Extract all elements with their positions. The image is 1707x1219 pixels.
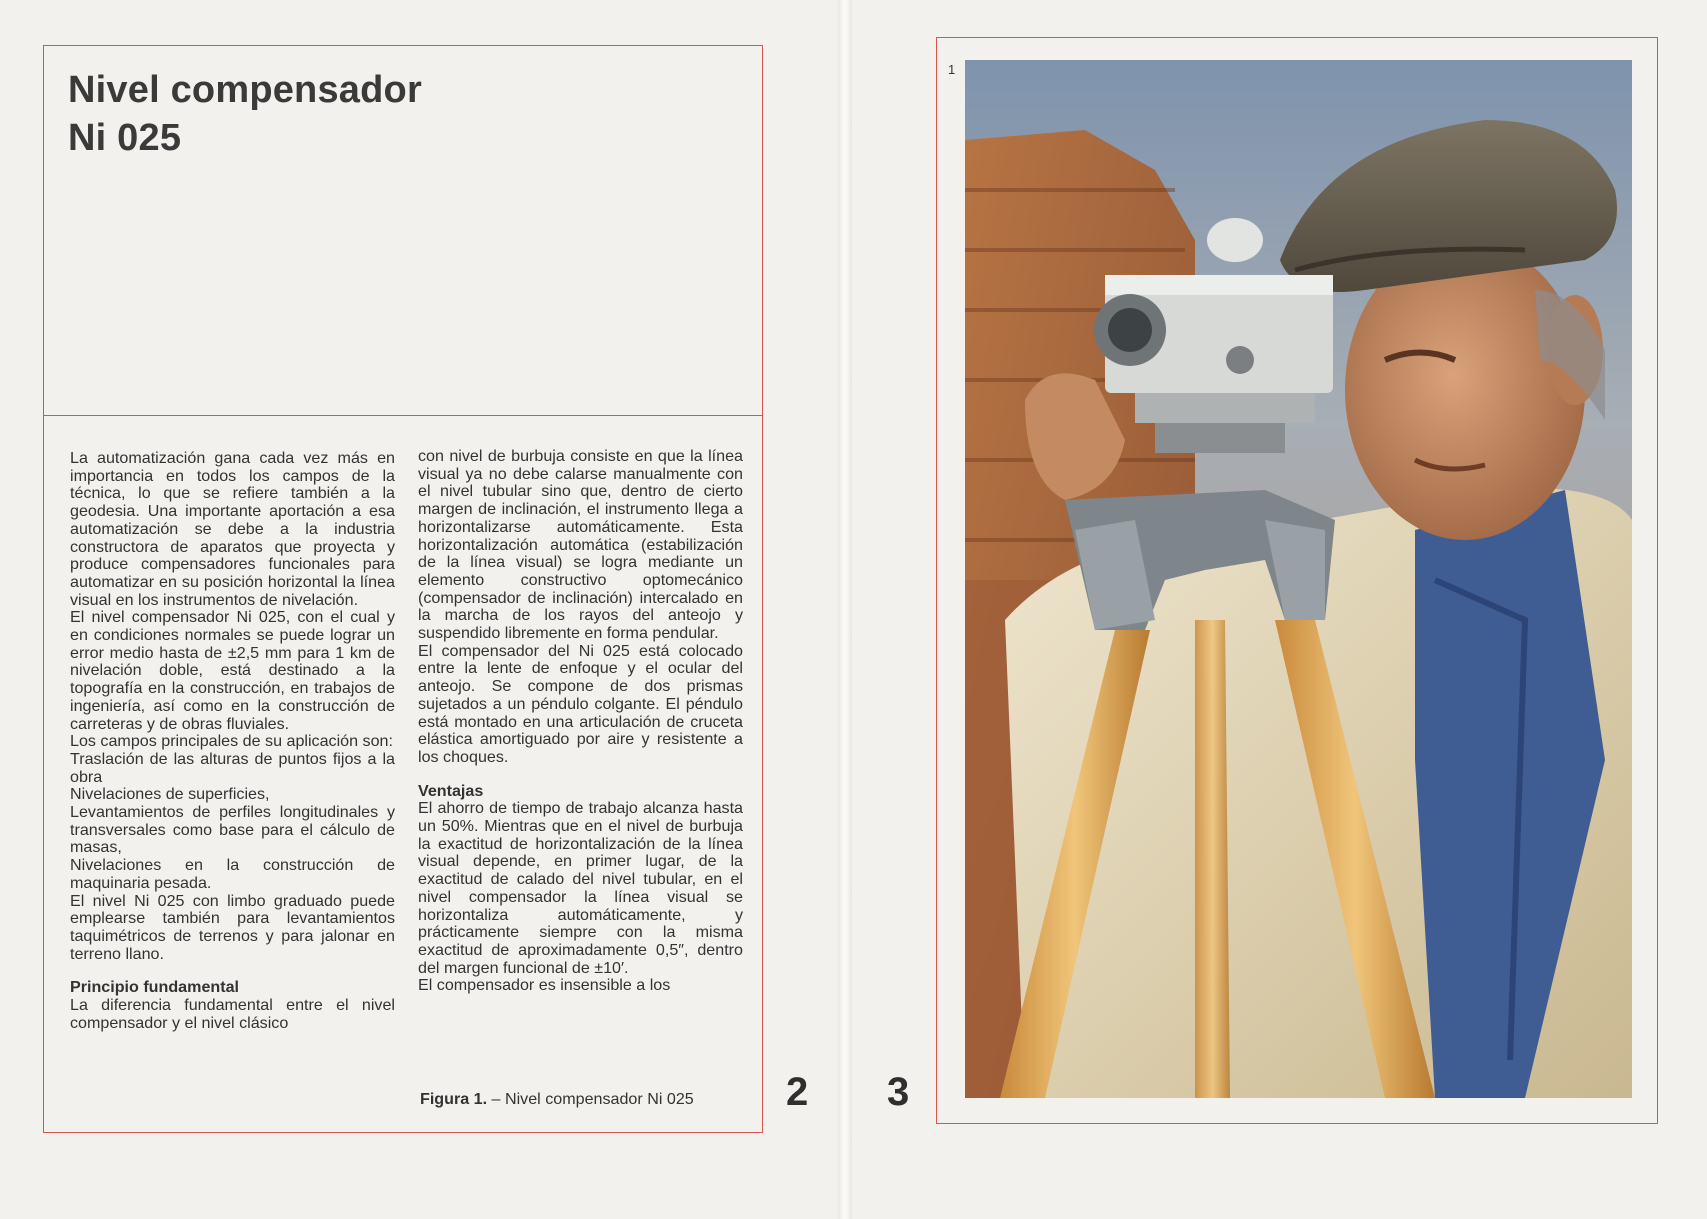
paragraph: El compensador del Ni 025 está colocado entre la lente de enfoque y el ocular del anteojo. Se compone de dos prismas sujetados a un péndulo colgante. El péndulo está montado en una articulación de cruceta elástica amortiguado por aire y resistente a los choques.	[418, 641, 743, 766]
figure-number: 1	[948, 62, 956, 77]
page-fold	[838, 0, 852, 1219]
text-column-2	[418, 448, 743, 995]
list-item: Traslación de las alturas de puntos fijos a la obra	[70, 749, 395, 786]
title-line-2: Ni 025	[68, 117, 182, 159]
page-number-right: 3	[887, 1070, 910, 1114]
page-title	[68, 66, 422, 162]
title-line-1: Nivel compensador	[68, 69, 422, 111]
paragraph: La automatización gana cada vez más en importancia en todos los campos de la técnica, lo que se refiere también a la geodesia. Una importante aportación a esa automatización se debe a la industria constructora de aparatos que proyecta y produce compensadores funcionales para automatizar en su posición horizontal la línea visual en los instrumentos de nivelación.	[70, 449, 395, 609]
section-heading: Ventajas	[418, 781, 484, 800]
page-number-left: 2	[786, 1070, 809, 1114]
surveyor-photo-illustration	[965, 60, 1632, 1098]
paragraph: con nivel de burbuja consiste en que la línea visual ya no debe calarse manualmente con el nivel tubular sino que, dentro de cierto margen de inclinación, el instrumento llega a horizontalizarse automáticamente. Esta horizontalización automática (estabilización de la línea visual) se logra mediante un elemento constructivo optomecánico (compensador de inclinación) intercalado en la marcha de los rayos del anteojo y suspendido libremente en forma pendular.	[418, 447, 743, 643]
paragraph: El compensador es insensible a los	[418, 976, 671, 995]
list-item: Levantamientos de perfiles longitudinales y transversales como base para el cálculo de masas,	[70, 803, 395, 857]
figure-caption-label: Figura 1.	[420, 1090, 488, 1108]
surveyor-photo	[965, 60, 1632, 1098]
list-item: Nivelaciones en la construcción de maquinaria pesada.	[70, 856, 395, 892]
figure-caption	[420, 1090, 694, 1109]
paragraph: El nivel Ni 025 con limbo graduado puede emplearse también para levantamientos taquimétricos de terrenos y para jalonar en terreno llano.	[70, 891, 395, 963]
paragraph: El ahorro de tiempo de trabajo alcanza hasta un 50%. Mientras que en el nivel de burbuja la exactitud de horizontalización de la línea visual depende, en primer lugar, de la exactitud de calado del nivel tubular, en el nivel compensador la línea visual se horizontaliza automáticamente, y prácticamente siempre con la misma exactitud de aproximadamente 0,5″, dentro del margen funcional de ±10′.	[418, 799, 743, 977]
left-page-divider	[43, 415, 763, 416]
list-item: Nivelaciones de superficies,	[70, 785, 270, 804]
paragraph: La diferencia fundamental entre el nivel compensador y el nivel clásico	[70, 996, 395, 1032]
section-heading: Principio fundamental	[70, 978, 240, 997]
text-column-1	[70, 450, 395, 1033]
figure-caption-text: – Nivel compensador Ni 025	[487, 1090, 694, 1108]
paragraph: El nivel compensador Ni 025, con el cual y en condiciones normales se puede lograr un error medio hasta de ±2,5 mm para 1 km de nivelación doble, está destinado a la topografía en la construcción, en trabajos de ingeniería, así como en la construcción de carreteras y de obras fluviales.	[70, 608, 395, 733]
paragraph: Los campos principales de su aplicación son:	[70, 732, 393, 751]
